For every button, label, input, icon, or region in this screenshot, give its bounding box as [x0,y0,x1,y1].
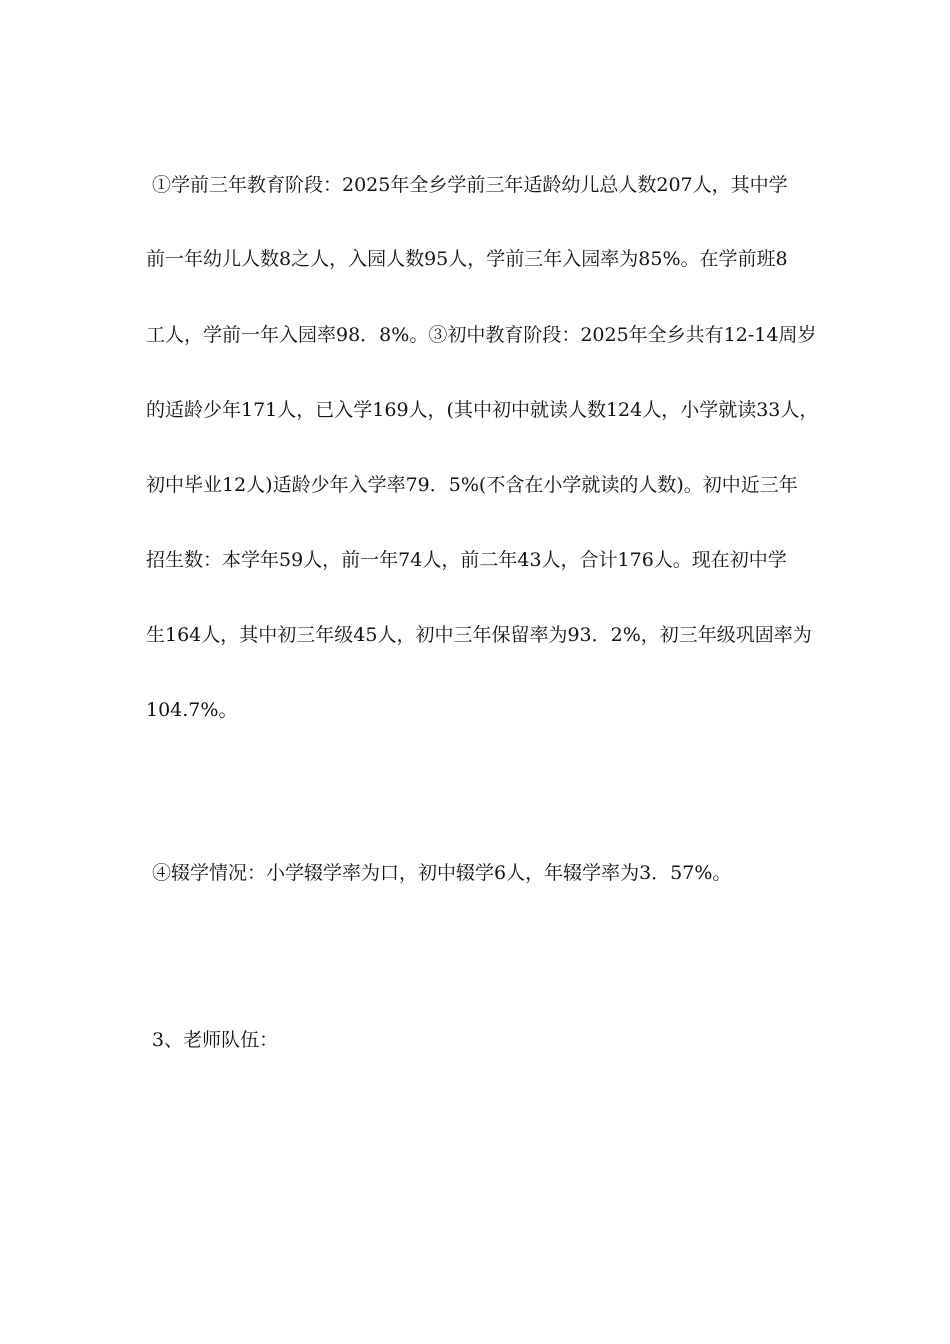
paragraph-line: 前一年幼儿人数8之人，入园人数95人，学前三年入园率为85%。在学前班8 [146,248,788,270]
paragraph-line: 工人，学前一年入园率98．8%。③初中教育阶段：2025年全乡共有12-14周岁 [146,324,817,346]
paragraph-line: 初中毕业12人)适龄少年入学率79．5%(不含在小学就读的人数)。初中近三年 [146,474,798,496]
paragraph-line: 生164人，其中初三年级45人，初中三年保留率为93．2%，初三年级巩固率为 [146,624,812,646]
paragraph-line: 的适龄少年171人，已入学169人，(其中初中就读人数124人，小学就读33人， [146,399,819,421]
paragraph-line: 招生数：本学年59人，前一年74人，前二年43人，合计176人。现在初中学 [146,549,787,571]
section-heading: 3、老师队伍： [152,1029,279,1051]
dropout-paragraph: ④辍学情况：小学辍学率为口，初中辍学6人，年辍学率为3．57%。 [152,862,732,884]
paragraph-line: ①学前三年教育阶段：2025年全乡学前三年适龄幼儿总人数207人，其中学 [152,174,788,196]
paragraph-line: 104.7%。 [146,699,238,721]
